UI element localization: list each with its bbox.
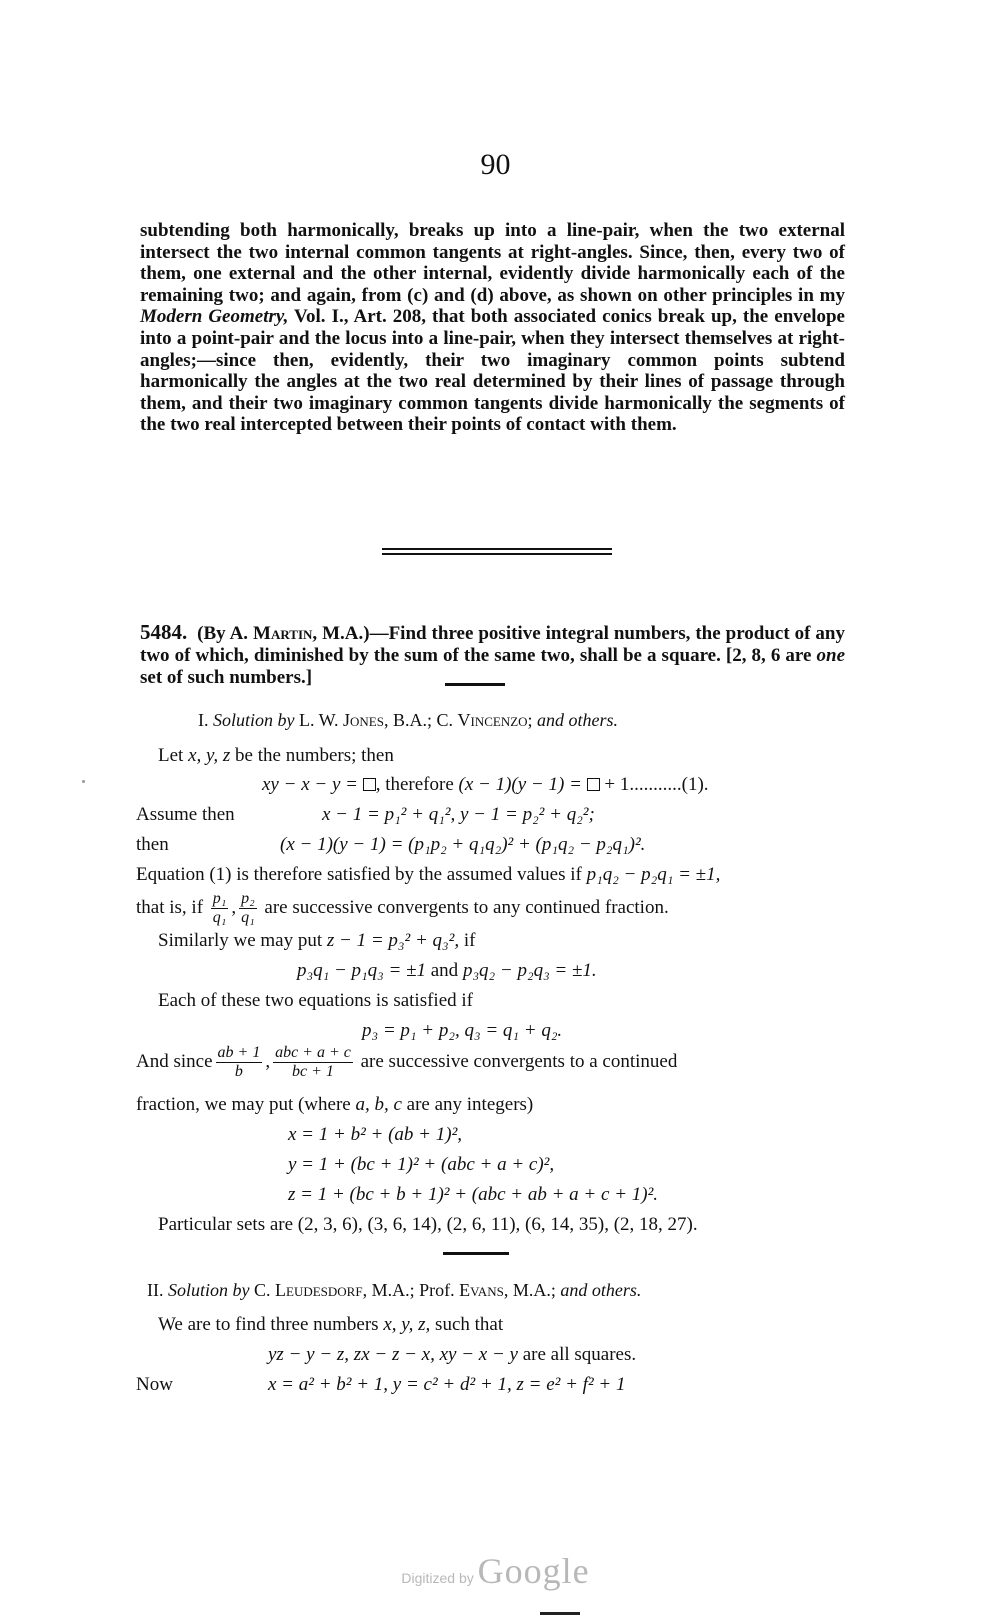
particular-sets: Particular sets are (2, 3, 6), (3, 6, 14), (2, 6, 11), (6, 14, 35), (2, 18, 27). <box>158 1214 698 1235</box>
solution1-solver2-name: Vincenzo <box>457 710 528 730</box>
frac1-den: q₁ <box>212 909 227 926</box>
and-since-line: And since $\frac{ab + 1}{b}$ , $\frac{\text{abc + a + c}}{bc + 1}$ are successive convergents to a continued <box>136 1044 678 1080</box>
find-prefix: We are to find three numbers <box>158 1314 384 1335</box>
z-equation: z = 1 + (bc + b + 1)² + (abc + ab + a + c + 1)². <box>288 1184 659 1205</box>
solution2-by: Solution by <box>168 1280 250 1300</box>
book-title: Modern Geometry, <box>140 306 289 328</box>
watermark <box>0 1550 991 1592</box>
question-author-prefix: (By A. <box>197 623 254 644</box>
let-vars: x, y, z <box>188 745 231 766</box>
fraction-line-a: fraction, we may put (where <box>136 1094 356 1115</box>
squares-line <box>268 1344 636 1366</box>
then-label: then <box>136 834 169 855</box>
similarly-line <box>158 930 475 952</box>
then-equation: (x − 1)(y − 1) = (p₁p₂ + q₁q₂)² + (p₁q₂ − p₂q₁)². <box>280 834 646 855</box>
solution2-solver1-suffix: , M.A.; Prof. <box>362 1280 460 1300</box>
frac4-den: bc + 1 <box>292 1063 334 1080</box>
let-suffix: be the numbers; then <box>230 745 394 766</box>
solution2-solver2-name: Evans <box>459 1280 504 1300</box>
cond-eq1: p₃q₁ − p₁q₃ = ±1 <box>297 960 426 981</box>
eq1-mid: , therefore <box>375 774 459 795</box>
assume-equation: x − 1 = p₁² + q₁², y − 1 = p₂² + q₂²; <box>322 804 595 825</box>
solution2-solver1-name: Leudesdorf <box>275 1280 363 1300</box>
continuation-paragraph <box>140 220 845 436</box>
let-prefix: Let <box>158 745 189 766</box>
question-5484 <box>140 621 845 689</box>
let-line <box>158 745 394 767</box>
equation-line-text: Equation (1) is therefore satisfied by the assumed values if <box>136 864 587 885</box>
square-symbol <box>587 778 600 791</box>
solution1-solver2-suffix: ; <box>527 710 538 730</box>
equation-satisfied-line <box>136 864 720 886</box>
that-is-suffix: are successive convergents to any continued fraction. <box>259 896 669 918</box>
eq1-lhs: xy − x − y = <box>262 774 363 795</box>
page-number: 90 <box>480 148 511 181</box>
question-author-name: Martin <box>253 623 313 644</box>
x-equation: x = 1 + b² + (ab + 1)², <box>288 1124 463 1145</box>
question-one: one <box>816 645 845 666</box>
fraction-p2-q1 <box>239 890 257 927</box>
solution2-solver1: C. <box>249 1280 276 1300</box>
solution1-and-others: and others. <box>537 710 619 730</box>
squares-eq: yz − y − z, zx − z − x, xy − x − y <box>268 1344 518 1365</box>
fraction-p1-q1 <box>211 890 229 927</box>
each-line: Each of these two equations is satisfied if <box>158 990 474 1011</box>
question-number: 5484. <box>140 620 188 644</box>
question-author-suffix: , M.A.)— <box>312 623 389 644</box>
similarly-if: if <box>459 930 476 951</box>
eq1-end: + 1...........(1). <box>599 774 709 795</box>
fraction-line-b: are any integers) <box>401 1094 534 1115</box>
continuation-text-a: subtending both harmonically, breaks up into a line-pair, when the two external intersect the two internal common tangents at right-angles. Since, then, every two of them, one external and the other internal, evidently divide harmonically each of the remaining two; and again, from (c) and (d) above, as shown on other principles in my <box>140 220 845 306</box>
fraction-abc-bc1 <box>273 1044 353 1081</box>
find-line <box>158 1314 503 1336</box>
fraction-ab1-b <box>216 1044 263 1081</box>
question-text-a: Find three positive integral numbers, the product of any two of which, diminished by the sum of the same two, shall be a square. [2, 8, 6 are <box>140 623 845 666</box>
frac4-num: abc + a + c <box>275 1044 351 1061</box>
short-divider-2 <box>443 1252 509 1255</box>
solution1-heading <box>198 710 618 731</box>
frac2-den: q₁ <box>241 909 255 926</box>
frac3-den: b <box>234 1063 243 1080</box>
solution2-solver2-suffix: , M.A.; <box>503 1280 561 1300</box>
cond-eq2: p₃q₂ − p₂q₃ = ±1. <box>462 960 597 981</box>
fraction-vars: a, b, c <box>355 1094 402 1115</box>
cond-and: and <box>426 960 463 981</box>
fraction-line <box>136 1094 533 1116</box>
google-logo: Google <box>477 1551 590 1591</box>
conditions-line <box>297 960 597 982</box>
frac1-num: p₁ <box>212 890 227 907</box>
similarly-text: Similarly we may put <box>158 930 327 951</box>
now-equation: x = a² + b² + 1, y = c² + d² + 1, z = e² + f² + 1 <box>268 1374 626 1395</box>
solution1-label: I. <box>198 710 213 730</box>
eq1-rhs: (x − 1)(y − 1) = <box>458 774 587 795</box>
sum-equation: p₃ = p₁ + p₂, q₃ = q₁ + q₂. <box>362 1020 563 1041</box>
solution1-solver1-name: Jones <box>343 710 384 730</box>
solution1-solver1-suffix: , B.A.; C. <box>383 710 458 730</box>
squares-suffix: are all squares. <box>517 1344 637 1365</box>
frac3-num: ab + 1 <box>217 1044 261 1061</box>
short-divider-1 <box>445 683 505 686</box>
assume-label: Assume then <box>136 804 235 825</box>
solution2-label: II. <box>147 1280 168 1300</box>
and-since: And since <box>136 1050 213 1072</box>
frac2-num: p₂ <box>241 890 255 907</box>
continuation-text-b: Vol. I., Art. 208, that both associated conics break up, the envelope into a point-pair and the locus into a line-pair, when they intersect themselves at right-angles;—since then, evidently, their two imaginary common points subtend harmonically the angles at the two real determined by their lines of passage through them, and their two imaginary common tangents divide harmonically the segments of the two real intercepted between their points of contact with them. <box>140 306 845 436</box>
now-label: Now <box>136 1374 173 1395</box>
find-suffix: such that <box>430 1314 504 1335</box>
solution1-solver1: L. W. <box>294 710 344 730</box>
similarly-eq: z − 1 = p₃² + q₃², <box>326 930 460 951</box>
square-symbol <box>363 778 376 791</box>
solution2-and-others: and others. <box>560 1280 642 1300</box>
question-text-b: set of such numbers.] <box>140 667 313 688</box>
margin-dot <box>82 780 85 783</box>
bottom-mark <box>540 1612 580 1615</box>
and-since-suffix: are successive convergents to a continued <box>355 1050 678 1072</box>
that-is: that is, if <box>136 896 208 918</box>
convergents-line: that is, if $\frac{\text{p₁}}{\text{q₁}}$ , $\frac{\text{p₂}}{\text{q₁}}$ are successive convergents to any continued fraction. <box>136 890 669 926</box>
section-divider <box>382 548 612 555</box>
solution1-by: Solution by <box>213 710 295 730</box>
solution2-heading <box>147 1280 641 1301</box>
watermark-digitized: Digitized by <box>401 1570 478 1586</box>
equation-condition: p₁q₂ − p₂q₁ = ±1, <box>586 864 721 885</box>
find-vars: x, y, z, <box>383 1314 431 1335</box>
equation-1 <box>262 774 709 796</box>
y-equation: y = 1 + (bc + 1)² + (abc + a + c)², <box>288 1154 555 1175</box>
